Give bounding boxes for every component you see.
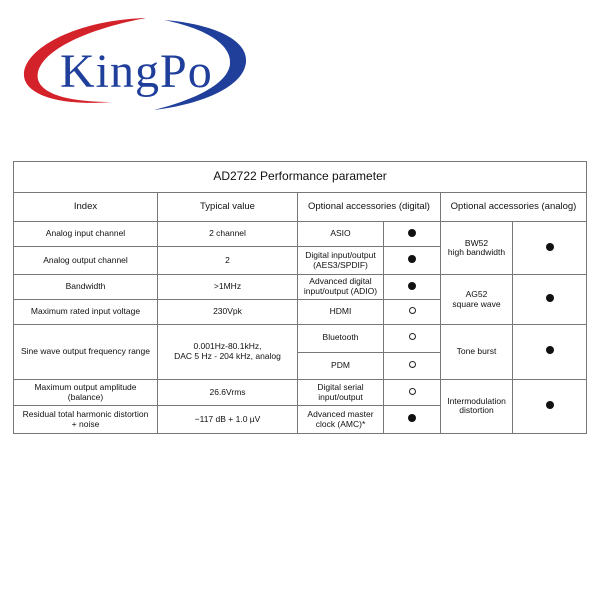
empty-circle-icon (409, 333, 416, 340)
empty-circle-icon (409, 388, 416, 395)
analog-accessory-label: Intermodulation distortion (441, 379, 513, 433)
table-row (14, 379, 587, 406)
filled-circle-icon (546, 243, 554, 251)
digital-accessory-status (384, 324, 441, 353)
analog-accessory-status (513, 275, 587, 324)
performance-table (13, 161, 587, 434)
index-label: Bandwidth (14, 275, 158, 300)
header-index: Index (14, 192, 158, 222)
typical-value: 26.6Vrms (158, 379, 298, 406)
header-typical-value: Typical value (158, 192, 298, 222)
digital-accessory-label: PDM (298, 353, 384, 380)
typical-value: 2 (158, 246, 298, 275)
filled-circle-icon (408, 229, 416, 237)
digital-accessory-status (384, 353, 441, 380)
index-label: Maximum rated input voltage (14, 300, 158, 325)
kingpo-logo (14, 10, 254, 120)
analog-accessory-label: Tone burst (441, 324, 513, 379)
analog-accessory-label: AG52 square wave (441, 275, 513, 324)
filled-circle-icon (546, 346, 554, 354)
typical-value: 230Vpk (158, 300, 298, 325)
table-row (14, 275, 587, 300)
typical-value: >1MHz (158, 275, 298, 300)
index-label: Sine wave output frequency range (14, 324, 158, 379)
digital-accessory-label: Bluetooth (298, 324, 384, 353)
analog-accessory-status (513, 324, 587, 379)
digital-accessory-label: Advanced digital input/output (ADIO) (298, 275, 384, 300)
table-title: AD2722 Performance parameter (14, 162, 587, 193)
filled-circle-icon (546, 294, 554, 302)
analog-accessory-label: BW52 high bandwidth (441, 222, 513, 275)
analog-accessory-status (513, 222, 587, 275)
header-digital-accessories: Optional accessories (digital) (298, 192, 441, 222)
digital-accessory-label: Digital serial input/output (298, 379, 384, 406)
digital-accessory-status (384, 379, 441, 406)
logo-text: KingPo (60, 45, 213, 98)
table-row (14, 324, 587, 353)
index-label: Maximum output amplitude (balance) (14, 379, 158, 406)
typical-value: 0.001Hz-80.1kHz, DAC 5 Hz - 204 kHz, analog (158, 324, 298, 379)
index-label: Analog output channel (14, 246, 158, 275)
digital-accessory-label: ASIO (298, 222, 384, 247)
digital-accessory-label: Advanced master clock (AMC)* (298, 406, 384, 434)
empty-circle-icon (409, 307, 416, 314)
filled-circle-icon (546, 401, 554, 409)
index-label: Analog input channel (14, 222, 158, 247)
analog-accessory-status (513, 379, 587, 433)
typical-value: −117 dB + 1.0 µV (158, 406, 298, 434)
digital-accessory-status (384, 275, 441, 300)
digital-accessory-status (384, 406, 441, 434)
filled-circle-icon (408, 414, 416, 422)
empty-circle-icon (409, 361, 416, 368)
digital-accessory-status (384, 222, 441, 247)
filled-circle-icon (408, 255, 416, 263)
digital-accessory-label: HDMI (298, 300, 384, 325)
index-label: Residual total harmonic distortion + noise (14, 406, 158, 434)
digital-accessory-label: Digital input/output (AES3/SPDIF) (298, 246, 384, 275)
header-analog-accessories: Optional accessories (analog) (441, 192, 587, 222)
typical-value: 2 channel (158, 222, 298, 247)
table-row (14, 222, 587, 247)
digital-accessory-status (384, 246, 441, 275)
filled-circle-icon (408, 282, 416, 290)
digital-accessory-status (384, 300, 441, 325)
